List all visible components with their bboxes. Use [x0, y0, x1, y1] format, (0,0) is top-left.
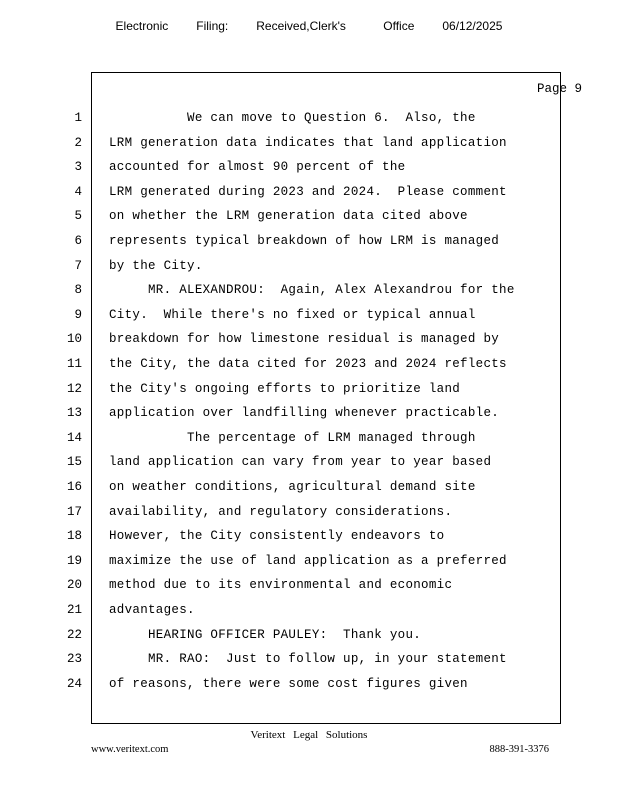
transcript-line [0, 455, 618, 475]
line-text: HEARING OFFICER PAULEY: Thank you. [109, 627, 422, 642]
line-text: MR. ALEXANDROU: Again, Alex Alexandrou for the [109, 283, 515, 298]
line-text: LRM generated during 2023 and 2024. Please comment [109, 184, 507, 199]
transcript-line [0, 259, 618, 279]
transcript-line [0, 357, 618, 377]
line-text: the City's ongoing efforts to prioritize land [109, 381, 461, 396]
line-text: City. While there's no fixed or typical annual [109, 307, 476, 322]
line-number: 11 [66, 357, 82, 371]
line-text: represents typical breakdown of how LRM is managed [109, 234, 500, 248]
transcript-line [0, 677, 618, 697]
line-text: breakdown for how limestone residual is managed by [109, 332, 500, 347]
transcript-line [0, 505, 618, 525]
transcript-line [0, 628, 618, 648]
line-text: availability, and regulatory considerations. [109, 504, 453, 519]
transcript-line [0, 332, 618, 352]
transcript-line [0, 234, 618, 254]
line-text: land application can vary from year to year based [109, 455, 492, 470]
transcript-line [0, 480, 618, 500]
transcript-line [0, 529, 618, 549]
line-number: 14 [66, 430, 82, 445]
line-number: 2 [74, 135, 82, 150]
line-number: 3 [74, 160, 82, 175]
transcript-line [0, 382, 618, 402]
line-number: 20 [66, 578, 82, 593]
line-number: 1 [74, 111, 82, 125]
transcript-line [0, 652, 618, 672]
footer-company: Veritext Legal Solutions [250, 729, 368, 741]
line-number: 24 [66, 676, 82, 691]
footer-phone: 888-391-3376 [489, 744, 549, 755]
transcript-line [0, 406, 618, 426]
line-number: 22 [66, 627, 82, 642]
transcript-line [0, 431, 618, 451]
line-number: 23 [66, 652, 82, 667]
transcript-line [0, 136, 618, 156]
line-text: application over landfilling whenever practicable. [109, 406, 500, 421]
line-text: LRM generation data indicates that land application [109, 135, 507, 150]
line-text: maximize the use of land application as a preferred [109, 553, 507, 568]
line-number: 8 [74, 283, 82, 298]
line-text: advantages. [109, 603, 195, 617]
line-number: 9 [74, 307, 82, 322]
transcript-line [0, 603, 618, 623]
line-text: on whether the LRM generation data cited above [109, 209, 468, 224]
line-number: 13 [66, 406, 82, 421]
line-number: 21 [66, 603, 82, 617]
transcript-line [0, 283, 618, 303]
line-text: MR. RAO: Just to follow up, in your statement [109, 652, 507, 667]
line-text: by the City. [109, 258, 203, 273]
line-number: 4 [74, 184, 82, 199]
line-text: of reasons, there were some cost figures given [109, 676, 468, 691]
line-text: We can move to Question 6. Also, the [109, 111, 476, 125]
line-number: 6 [74, 234, 82, 248]
filing-stamp: Electronic Filing: Received,Clerk's Office 06/12/2025 [115, 19, 503, 33]
footer-website: www.veritext.com [91, 744, 169, 755]
line-text: accounted for almost 90 percent of the [109, 160, 406, 175]
transcript-line [0, 554, 618, 574]
line-text: the City, the data cited for 2023 and 2024 reflects [109, 357, 507, 371]
line-number: 5 [74, 209, 82, 224]
line-text: on weather conditions, agricultural demand site [109, 480, 476, 494]
line-number: 18 [66, 529, 82, 544]
transcript-line [0, 578, 618, 598]
transcript-line [0, 111, 618, 131]
line-number: 10 [66, 332, 82, 347]
line-number: 7 [74, 258, 82, 273]
transcript-line [0, 209, 618, 229]
page-number: Page 9 [536, 82, 582, 96]
line-number: 17 [66, 504, 82, 519]
line-text: However, the City consistently endeavors to [109, 529, 445, 544]
line-number: 16 [66, 480, 82, 494]
line-text: The percentage of LRM managed through [109, 430, 476, 445]
line-number: 19 [66, 553, 82, 568]
transcript-line [0, 185, 618, 205]
line-number: 15 [66, 455, 82, 470]
transcript-line [0, 160, 618, 180]
line-text: method due to its environmental and economic [109, 578, 453, 593]
line-number: 12 [66, 381, 82, 396]
transcript-line [0, 308, 618, 328]
